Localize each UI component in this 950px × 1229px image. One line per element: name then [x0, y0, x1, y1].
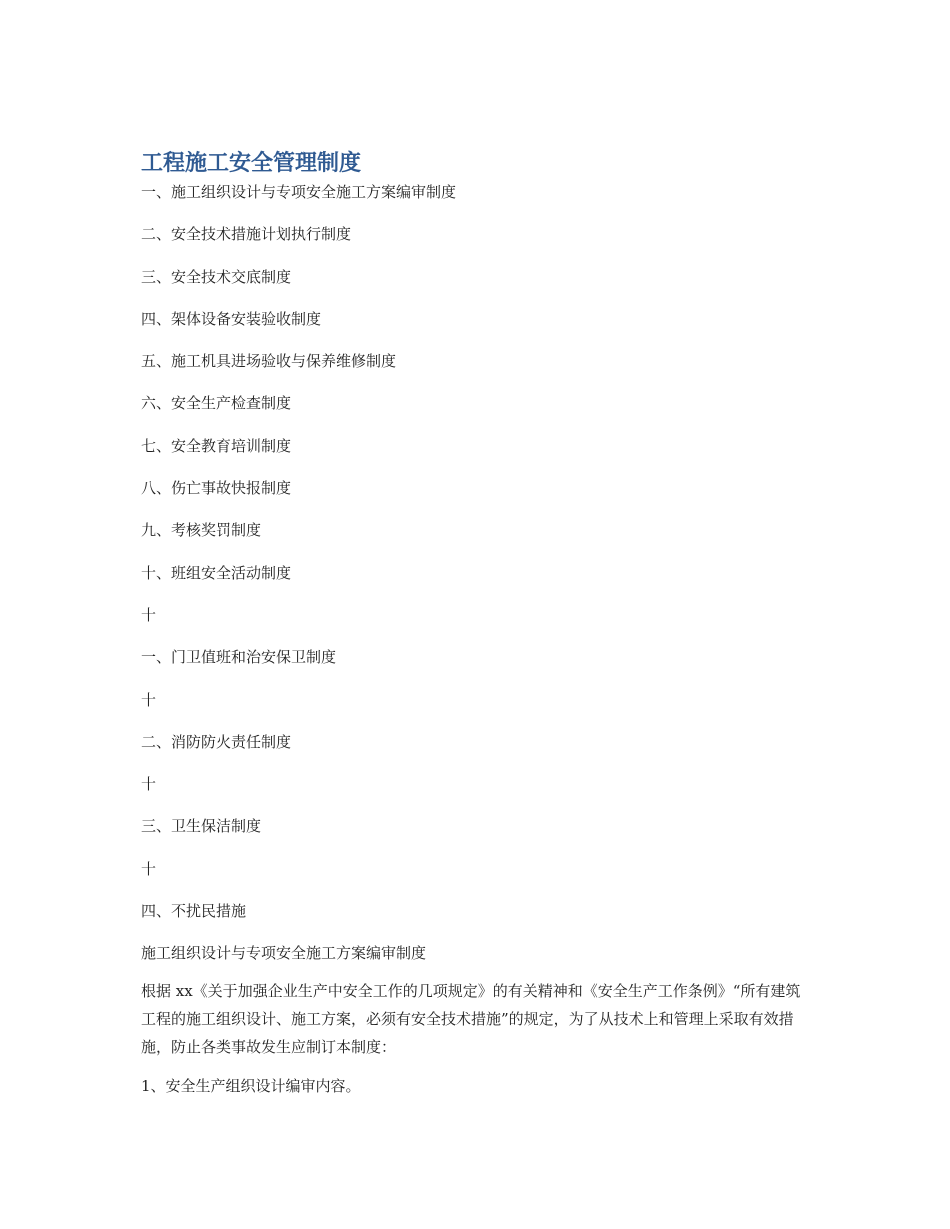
- document-content: [141, 148, 811, 1097]
- toc-item: 四、架体设备安装验收制度: [141, 309, 322, 328]
- numbered-item: 1、安全生产组织设计编审内容。: [141, 1077, 361, 1096]
- toc-item: 一、施工组织设计与专项安全施工方案编审制度: [141, 183, 457, 201]
- toc-item: 十、班组安全活动制度: [141, 563, 292, 582]
- toc-item: 三、安全技术交底制度: [141, 267, 292, 286]
- table-of-contents: [141, 181, 811, 922]
- toc-item: 十: [141, 605, 157, 624]
- toc-item: 一、门卫值班和治安保卫制度: [141, 648, 337, 667]
- toc-item: 八、伤亡事故快报制度: [141, 479, 292, 498]
- toc-item: 五、施工机具进场验收与保养维修制度: [141, 352, 397, 371]
- toc-item: 二、消防防火责任制度: [141, 732, 292, 751]
- toc-item: 二、安全技术措施计划执行制度: [141, 225, 352, 244]
- toc-item: 四、不扰民措施: [141, 902, 247, 921]
- toc-item: 十: [141, 859, 157, 878]
- toc-item: 三、卫生保洁制度: [141, 817, 262, 836]
- toc-item: 十: [141, 775, 157, 794]
- toc-item: 九、考核奖罚制度: [141, 521, 262, 540]
- toc-item: 六、安全生产检查制度: [141, 394, 292, 413]
- body-paragraph: 根据 xx《关于加强企业生产中安全工作的几项规定》的有关精神和《安全生产工作条例》“所有建筑工程的施工组织设计、施工方案，必须有安全技术措施”的规定，为了从技术上和管理上采取有效措施，防止各类事故发生应制订本制度：: [141, 982, 801, 1057]
- document-title: 工程施工安全管理制度: [141, 151, 362, 176]
- toc-item: 十: [141, 690, 157, 709]
- toc-item: 七、安全教育培训制度: [141, 436, 292, 455]
- section-heading: 施工组织设计与专项安全施工方案编审制度: [141, 944, 427, 963]
